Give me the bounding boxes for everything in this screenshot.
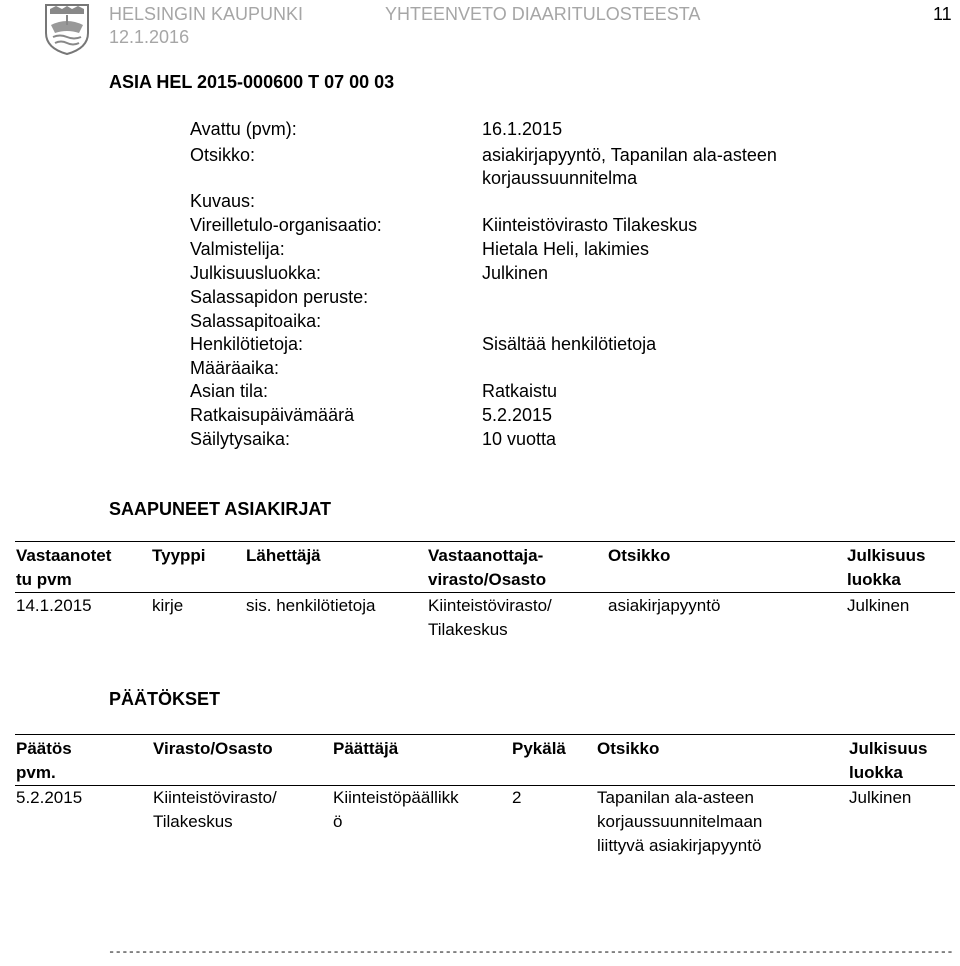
received-col-recipient-line2: virasto/Osasto [428, 570, 547, 589]
field-value-title: asiakirjapyyntö, Tapanilan ala-asteen [482, 145, 777, 165]
decision-col-title: Otsikko [597, 739, 660, 758]
field-value-personal-data: Sisältää henkilötietoja [482, 334, 657, 354]
field-value-retention-period: 10 vuotta [482, 429, 557, 449]
decision-col-date-line2: pvm. [16, 763, 56, 782]
field-label-personal-data: Henkilötietoja: [190, 334, 304, 354]
field-label-opened: Avattu (pvm): [190, 119, 297, 139]
decision-row-publicity: Julkinen [849, 788, 912, 807]
field-value-case-status: Ratkaistu [482, 381, 558, 401]
decision-row-section: 2 [512, 788, 522, 807]
decision-row-decider: Kiinteistöpäällikk [333, 788, 459, 807]
footer-separator: -------------------------------------------------------------------------------------------------------------------------------- [108, 946, 953, 958]
decision-col-decider: Päättäjä [333, 739, 399, 758]
field-label-deadline: Määräaika: [190, 358, 280, 378]
field-value-opened: 16.1.2015 [482, 119, 563, 139]
field-value-title-line2: korjaussuunnitelma [482, 168, 638, 188]
received-row-recipient-line2: Tilakeskus [428, 620, 508, 639]
received-row-type: kirje [152, 596, 184, 615]
received-docs-top-rule [15, 541, 955, 542]
decision-row-decider-line2: ö [333, 812, 343, 831]
received-col-date: Vastaanotet [16, 546, 112, 565]
field-label-preparer: Valmistelija: [190, 239, 285, 259]
decision-row-title: Tapanilan ala-asteen [597, 788, 754, 807]
field-label-initiating-org: Vireilletulo-organisaatio: [190, 215, 382, 235]
received-row-recipient: Kiinteistövirasto/ [428, 596, 552, 615]
field-value-initiating-org: Kiinteistövirasto Tilakeskus [482, 215, 698, 235]
decisions-heading: PÄÄTÖKSET [109, 689, 221, 709]
received-row-sender: sis. henkilötietoja [246, 596, 376, 615]
decision-row-title-line2: korjaussuunnitelmaan [597, 812, 763, 831]
decision-row-office-line2: Tilakeskus [153, 812, 233, 831]
helsinki-crest-logo [44, 3, 90, 55]
decision-col-section: Pykälä [512, 739, 566, 758]
decision-row-title-line3: liittyvä asiakirjapyyntö [597, 836, 762, 855]
decisions-top-rule [15, 734, 955, 735]
received-col-publicity-line2: luokka [847, 570, 901, 589]
received-row-publicity: Julkinen [847, 596, 910, 615]
received-docs-heading: SAAPUNEET ASIAKIRJAT [109, 499, 332, 519]
decision-col-office: Virasto/Osasto [153, 739, 273, 758]
decision-col-publicity: Julkisuus [849, 739, 928, 758]
field-value-publicity-class: Julkinen [482, 263, 549, 283]
header-document-title: YHTEENVETO DIAARITULOSTEESTA [385, 4, 701, 24]
field-label-retention-period: Säilytysaika: [190, 429, 291, 449]
field-value-preparer: Hietala Heli, lakimies [482, 239, 650, 259]
decision-col-date: Päätös [16, 739, 72, 758]
field-label-publicity-class: Julkisuusluokka: [190, 263, 322, 283]
decision-row-office: Kiinteistövirasto/ [153, 788, 277, 807]
received-col-type: Tyyppi [152, 546, 206, 565]
field-label-secrecy-basis: Salassapidon peruste: [190, 287, 369, 307]
case-id: ASIA HEL 2015-000600 T 07 00 03 [109, 72, 395, 92]
received-row-title: asiakirjapyyntö [608, 596, 721, 615]
field-label-decision-date: Ratkaisupäivämäärä [190, 405, 355, 425]
field-label-description: Kuvaus: [190, 191, 256, 211]
field-label-title: Otsikko: [190, 145, 256, 165]
field-label-case-status: Asian tila: [190, 381, 269, 401]
header-organization: HELSINGIN KAUPUNKI [109, 4, 304, 24]
received-docs-header-rule [15, 592, 955, 593]
decision-col-publicity-line2: luokka [849, 763, 903, 782]
received-col-title: Otsikko [608, 546, 671, 565]
received-col-sender: Lähettäjä [246, 546, 321, 565]
field-value-decision-date: 5.2.2015 [482, 405, 553, 425]
page-number: 11 [933, 4, 952, 24]
field-label-secrecy-period: Salassapitoaika: [190, 311, 322, 331]
decision-row-date: 5.2.2015 [16, 788, 83, 807]
received-col-publicity: Julkisuus [847, 546, 926, 565]
received-row-date: 14.1.2015 [16, 596, 92, 615]
received-col-recipient: Vastaanottaja- [428, 546, 544, 565]
header-date: 12.1.2016 [109, 27, 190, 47]
received-col-date-line2: tu pvm [16, 570, 72, 589]
